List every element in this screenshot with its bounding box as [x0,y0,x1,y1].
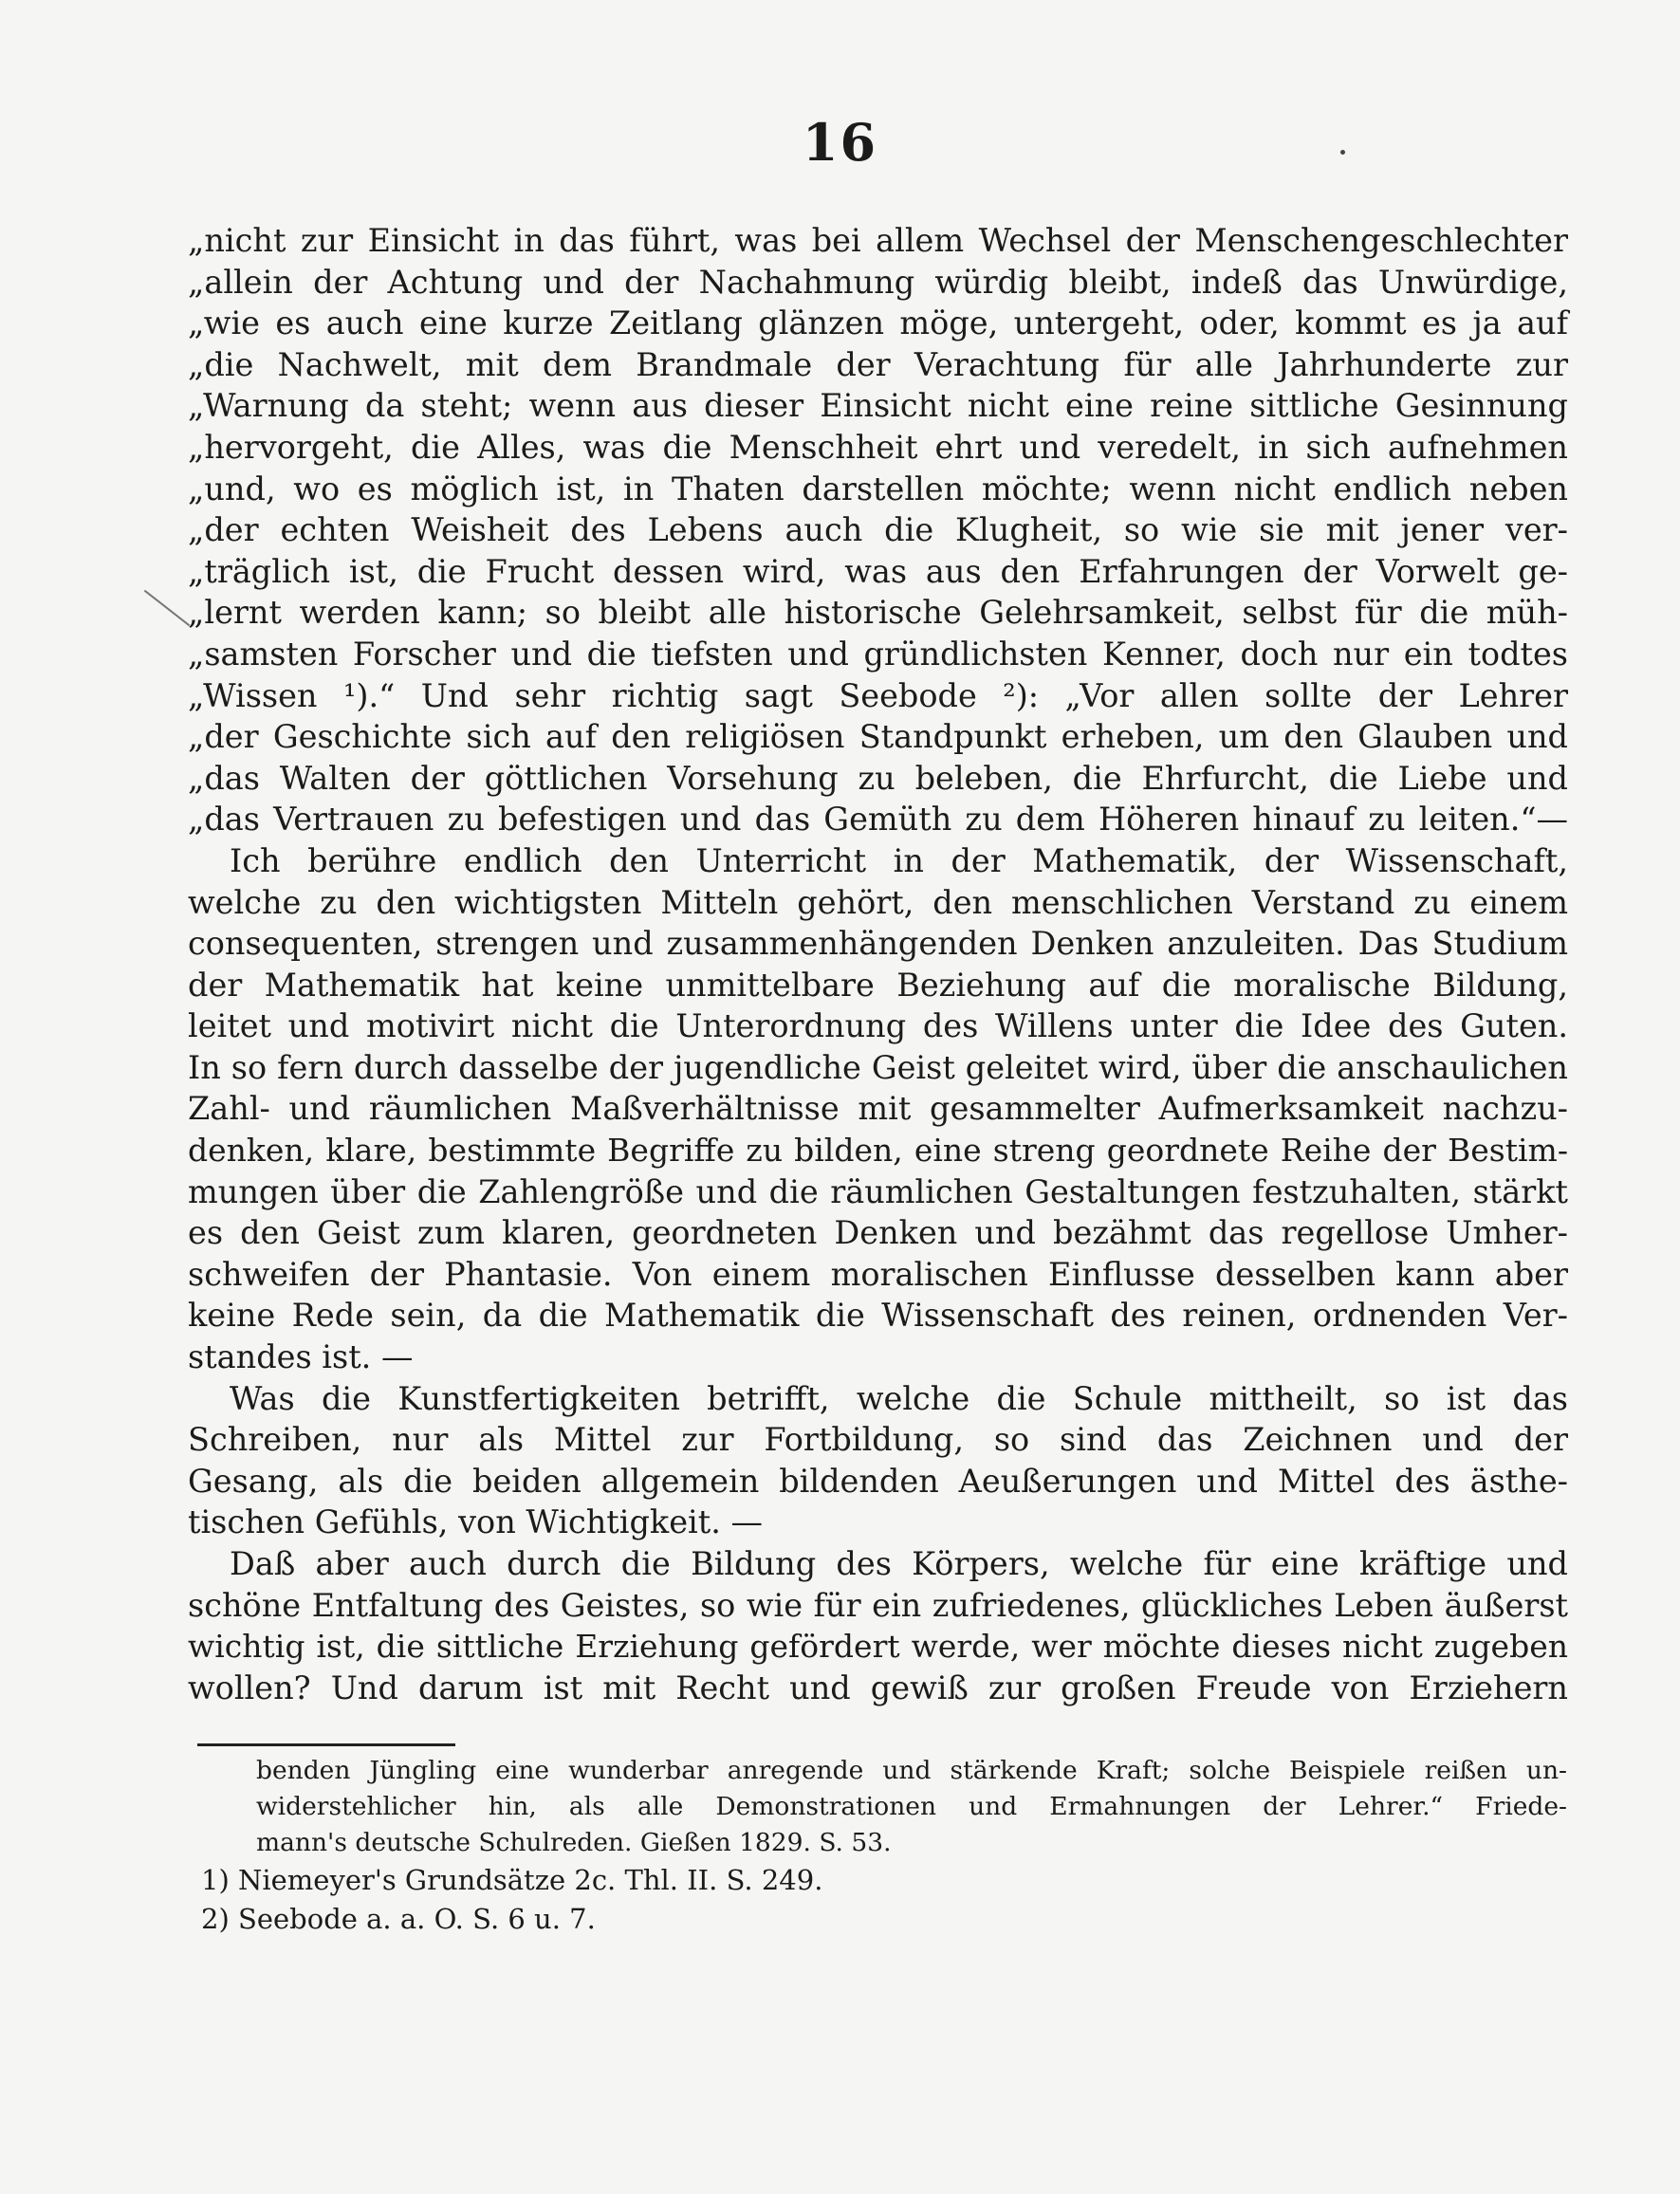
text-line: Was die Kunstfertigkeiten betrifft, welche die Schule mittheilt, so ist das [230,1379,1568,1417]
text-line: denken, klare, bestimmte Begriffe zu bilden, eine streng geordnete Reihe der Bestim- [188,1132,1568,1170]
footnote-1: 1) Niemeyer's Grundsätze 2c. Thl. II. S. 249. [201,1864,823,1896]
ink-speck [1340,150,1345,155]
text-line: „die Nachwelt, mit dem Brandmale der Verachtung für alle Jahrhunderte zur [188,345,1568,383]
text-line: keine Rede sein, da die Mathematik die Wissenschaft des reinen, ordnenden Ver- [188,1297,1568,1335]
text-line: wichtig ist, die sittliche Erziehung gefördert werde, wer möchte dieses nicht zugeben [188,1628,1568,1666]
page-number: 16 [802,112,878,173]
footnote-line: benden Jüngling eine wunderbar anregende und stärkende Kraft; solche Beispiele reißen un- [256,1756,1567,1785]
text-line: wollen? Und darum ist mit Recht und gewiß zur großen Freude von Erziehern [188,1669,1568,1706]
text-line: „der Geschichte sich auf den religiösen Standpunkt erheben, um den Glauben und [188,718,1568,756]
text-line: „wie es auch eine kurze Zeitlang glänzen möge, untergeht, oder, kommt es ja auf [188,304,1568,342]
footnote-rule [197,1743,455,1746]
text-line: es den Geist zum klaren, geordneten Denken und bezähmt das regellose Umher- [188,1214,1568,1252]
text-line: „Wissen ¹).“ Und sehr richtig sagt Seebode ²): „Vor allen sollte der Lehrer [188,676,1568,714]
text-line: Ich berühre endlich den Unterricht in der Mathematik, der Wissenschaft, [230,841,1568,879]
text-line: „und, wo es möglich ist, in Thaten darstellen möchte; wenn nicht endlich neben [188,470,1568,507]
margin-pencil-mark [144,590,191,627]
text-line: mungen über die Zahlengröße und die räumlichen Gestaltungen festzuhalten, stärkt [188,1172,1568,1210]
text-line: tischen Gefühls, von Wichtigkeit. — [188,1503,764,1541]
text-line: „hervorgeht, die Alles, was die Menschheit ehrt und veredelt, in sich aufnehmen [188,428,1568,466]
text-line: consequenten, strengen und zusammenhängenden Denken anzuleiten. Das Studium [188,925,1568,963]
text-line: „lernt werden kann; so bleibt alle historische Gelehrsamkeit, selbst für die müh- [188,594,1568,632]
body-text [188,220,1568,1708]
footnote-2: 2) Seebode a. a. O. S. 6 u. 7. [201,1903,596,1935]
text-line: standes ist. — [188,1338,414,1376]
text-line: schweifen der Phantasie. Von einem moralischen Einflusse desselben kann aber [188,1255,1568,1293]
text-line: der Mathematik hat keine unmittelbare Beziehung auf die moralische Bildung, [188,966,1568,1004]
text-line: „träglich ist, die Frucht dessen wird, was aus den Erfahrungen der Vorwelt ge- [188,552,1568,590]
text-line: Zahl- und räumlichen Maßverhältnisse mit gesammelter Aufmerksamkeit nachzu- [188,1090,1568,1128]
text-line: „samsten Forscher und die tiefsten und gründlichsten Kenner, doch nur ein todtes [188,635,1568,673]
text-line: leitet und motivirt nicht die Unterordnung des Willens unter die Idee des Guten. [188,1007,1568,1045]
text-line: Daß aber auch durch die Bildung des Körpers, welche für eine kräftige und [230,1545,1568,1582]
text-line: „der echten Weisheit des Lebens auch die Klugheit, so wie sie mit jener ver- [188,511,1568,549]
text-line: „das Vertrauen zu befestigen und das Gemüth zu dem Höheren hinauf zu leiten.“— [188,801,1568,839]
text-line: „das Walten der göttlichen Vorsehung zu beleben, die Ehrfurcht, die Liebe und [188,759,1568,797]
text-line: „allein der Achtung und der Nachahmung würdig bleibt, indeß das Unwürdige, [188,263,1568,301]
text-line: welche zu den wichtigsten Mitteln gehört, den menschlichen Verstand zu einem [188,883,1568,921]
text-line: In so fern durch dasselbe der jugendliche Geist geleitet wird, über die anschaulichen [188,1048,1568,1086]
text-line: „Warnung da steht; wenn aus dieser Einsicht nicht eine reine sittliche Gesinnung [188,387,1568,425]
footnote-line: widerstehlicher hin, als alle Demonstrationen und Ermahnungen der Lehrer.“ Friede- [256,1792,1567,1821]
text-line: Gesang, als die beiden allgemein bildenden Aeußerungen und Mittel des ästhe- [188,1462,1568,1500]
text-line: „nicht zur Einsicht in das führt, was bei allem Wechsel der Menschengeschlechter [188,222,1568,259]
continued-footnote [201,1753,1567,1861]
text-line: schöne Entfaltung des Geistes, so wie für ein zufriedenes, glückliches Leben äußerst [188,1586,1568,1624]
text-line: Schreiben, nur als Mittel zur Fortbildung, so sind das Zeichnen und der [188,1421,1568,1459]
footnote-line: mann's deutsche Schulreden. Gießen 1829. S. 53. [256,1828,892,1857]
